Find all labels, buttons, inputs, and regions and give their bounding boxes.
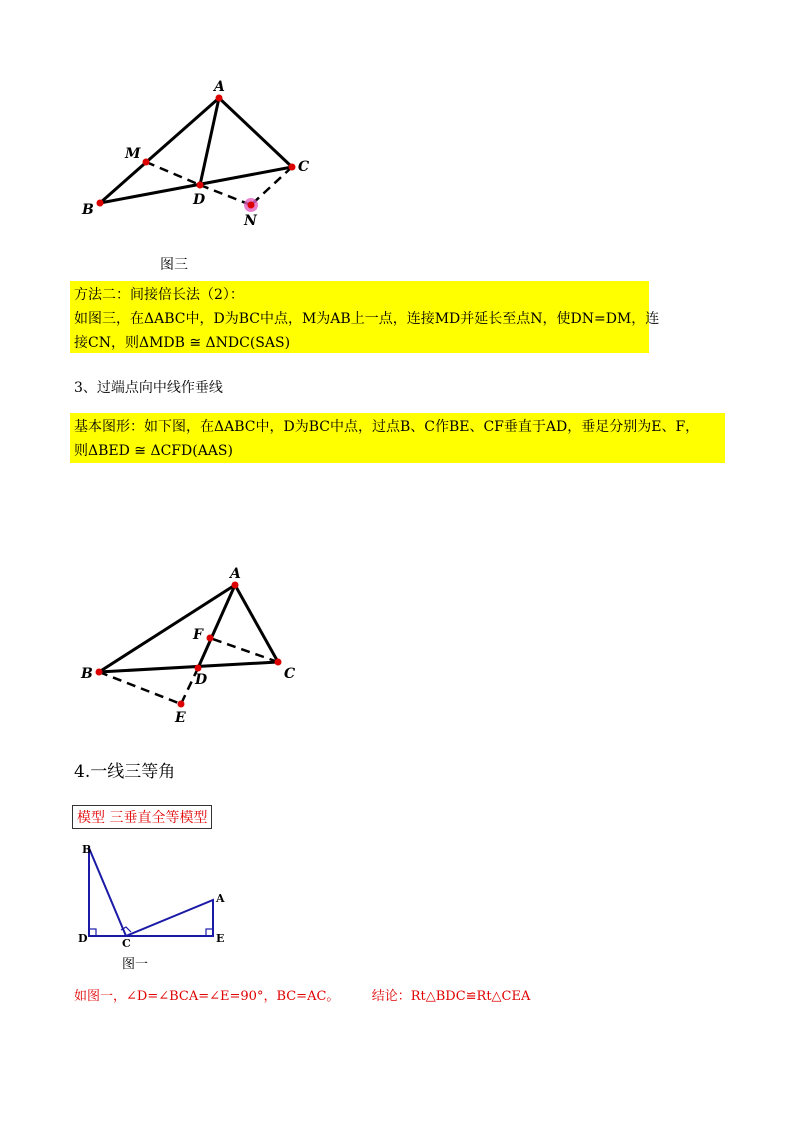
figure-3-caption: 图三 [160, 257, 188, 273]
right-angle-D [89, 929, 96, 936]
label-A: A [216, 892, 225, 905]
conclusion-line [74, 985, 530, 1004]
conclusion-given: 如图一，∠D=∠BCA=∠E=90°，BC=AC。 [74, 989, 340, 1004]
section-3-heading: 3、过端点向中线作垂线 [74, 380, 223, 396]
label-A: A [230, 566, 241, 582]
label-D: D [195, 672, 208, 688]
label-B: B [82, 202, 94, 218]
model-title-box: 模型 三垂直全等模型 [72, 805, 212, 829]
basic-shape-line-1: 基本图形：如下图，在ΔABC中，D为BC中点，过点B、C作BE、CF垂直于AD，垂足分别为E、F， [74, 419, 700, 435]
label-E: E [175, 710, 186, 726]
method-2-line-1: 方法二：间接倍长法（2）： [74, 287, 244, 303]
figure-1-caption: 图一 [122, 957, 149, 972]
triangle-BDC [89, 848, 126, 936]
label-D: D [193, 192, 206, 208]
label-N: N [244, 213, 257, 229]
method-2-line-2: 如图三，在ΔABC中，D为BC中点，M为AB上一点，连接MD并延长至点N，使DN=DM，连 [74, 311, 660, 327]
label-C: C [284, 666, 296, 682]
label-M: M [125, 146, 141, 162]
label-C: C [122, 937, 131, 950]
section-4-heading: 4.一线三等角 [74, 762, 176, 782]
method-2-line-3: 接CN，则ΔMDB ≅ ΔNDC(SAS) [74, 335, 291, 351]
conclusion-result: 结论：Rt△BDC≌Rt△CEA [371, 989, 531, 1004]
label-B: B [81, 666, 93, 682]
label-F: F [193, 627, 203, 643]
label-B: B [82, 843, 92, 856]
label-A: A [214, 79, 225, 95]
label-D: D [78, 932, 88, 945]
right-angle-E [206, 929, 213, 936]
label-C: C [298, 159, 310, 175]
basic-shape-line-2: 则ΔBED ≅ ΔCFD(AAS) [74, 443, 233, 459]
label-E: E [216, 932, 225, 945]
triangle-CEA [126, 900, 213, 936]
